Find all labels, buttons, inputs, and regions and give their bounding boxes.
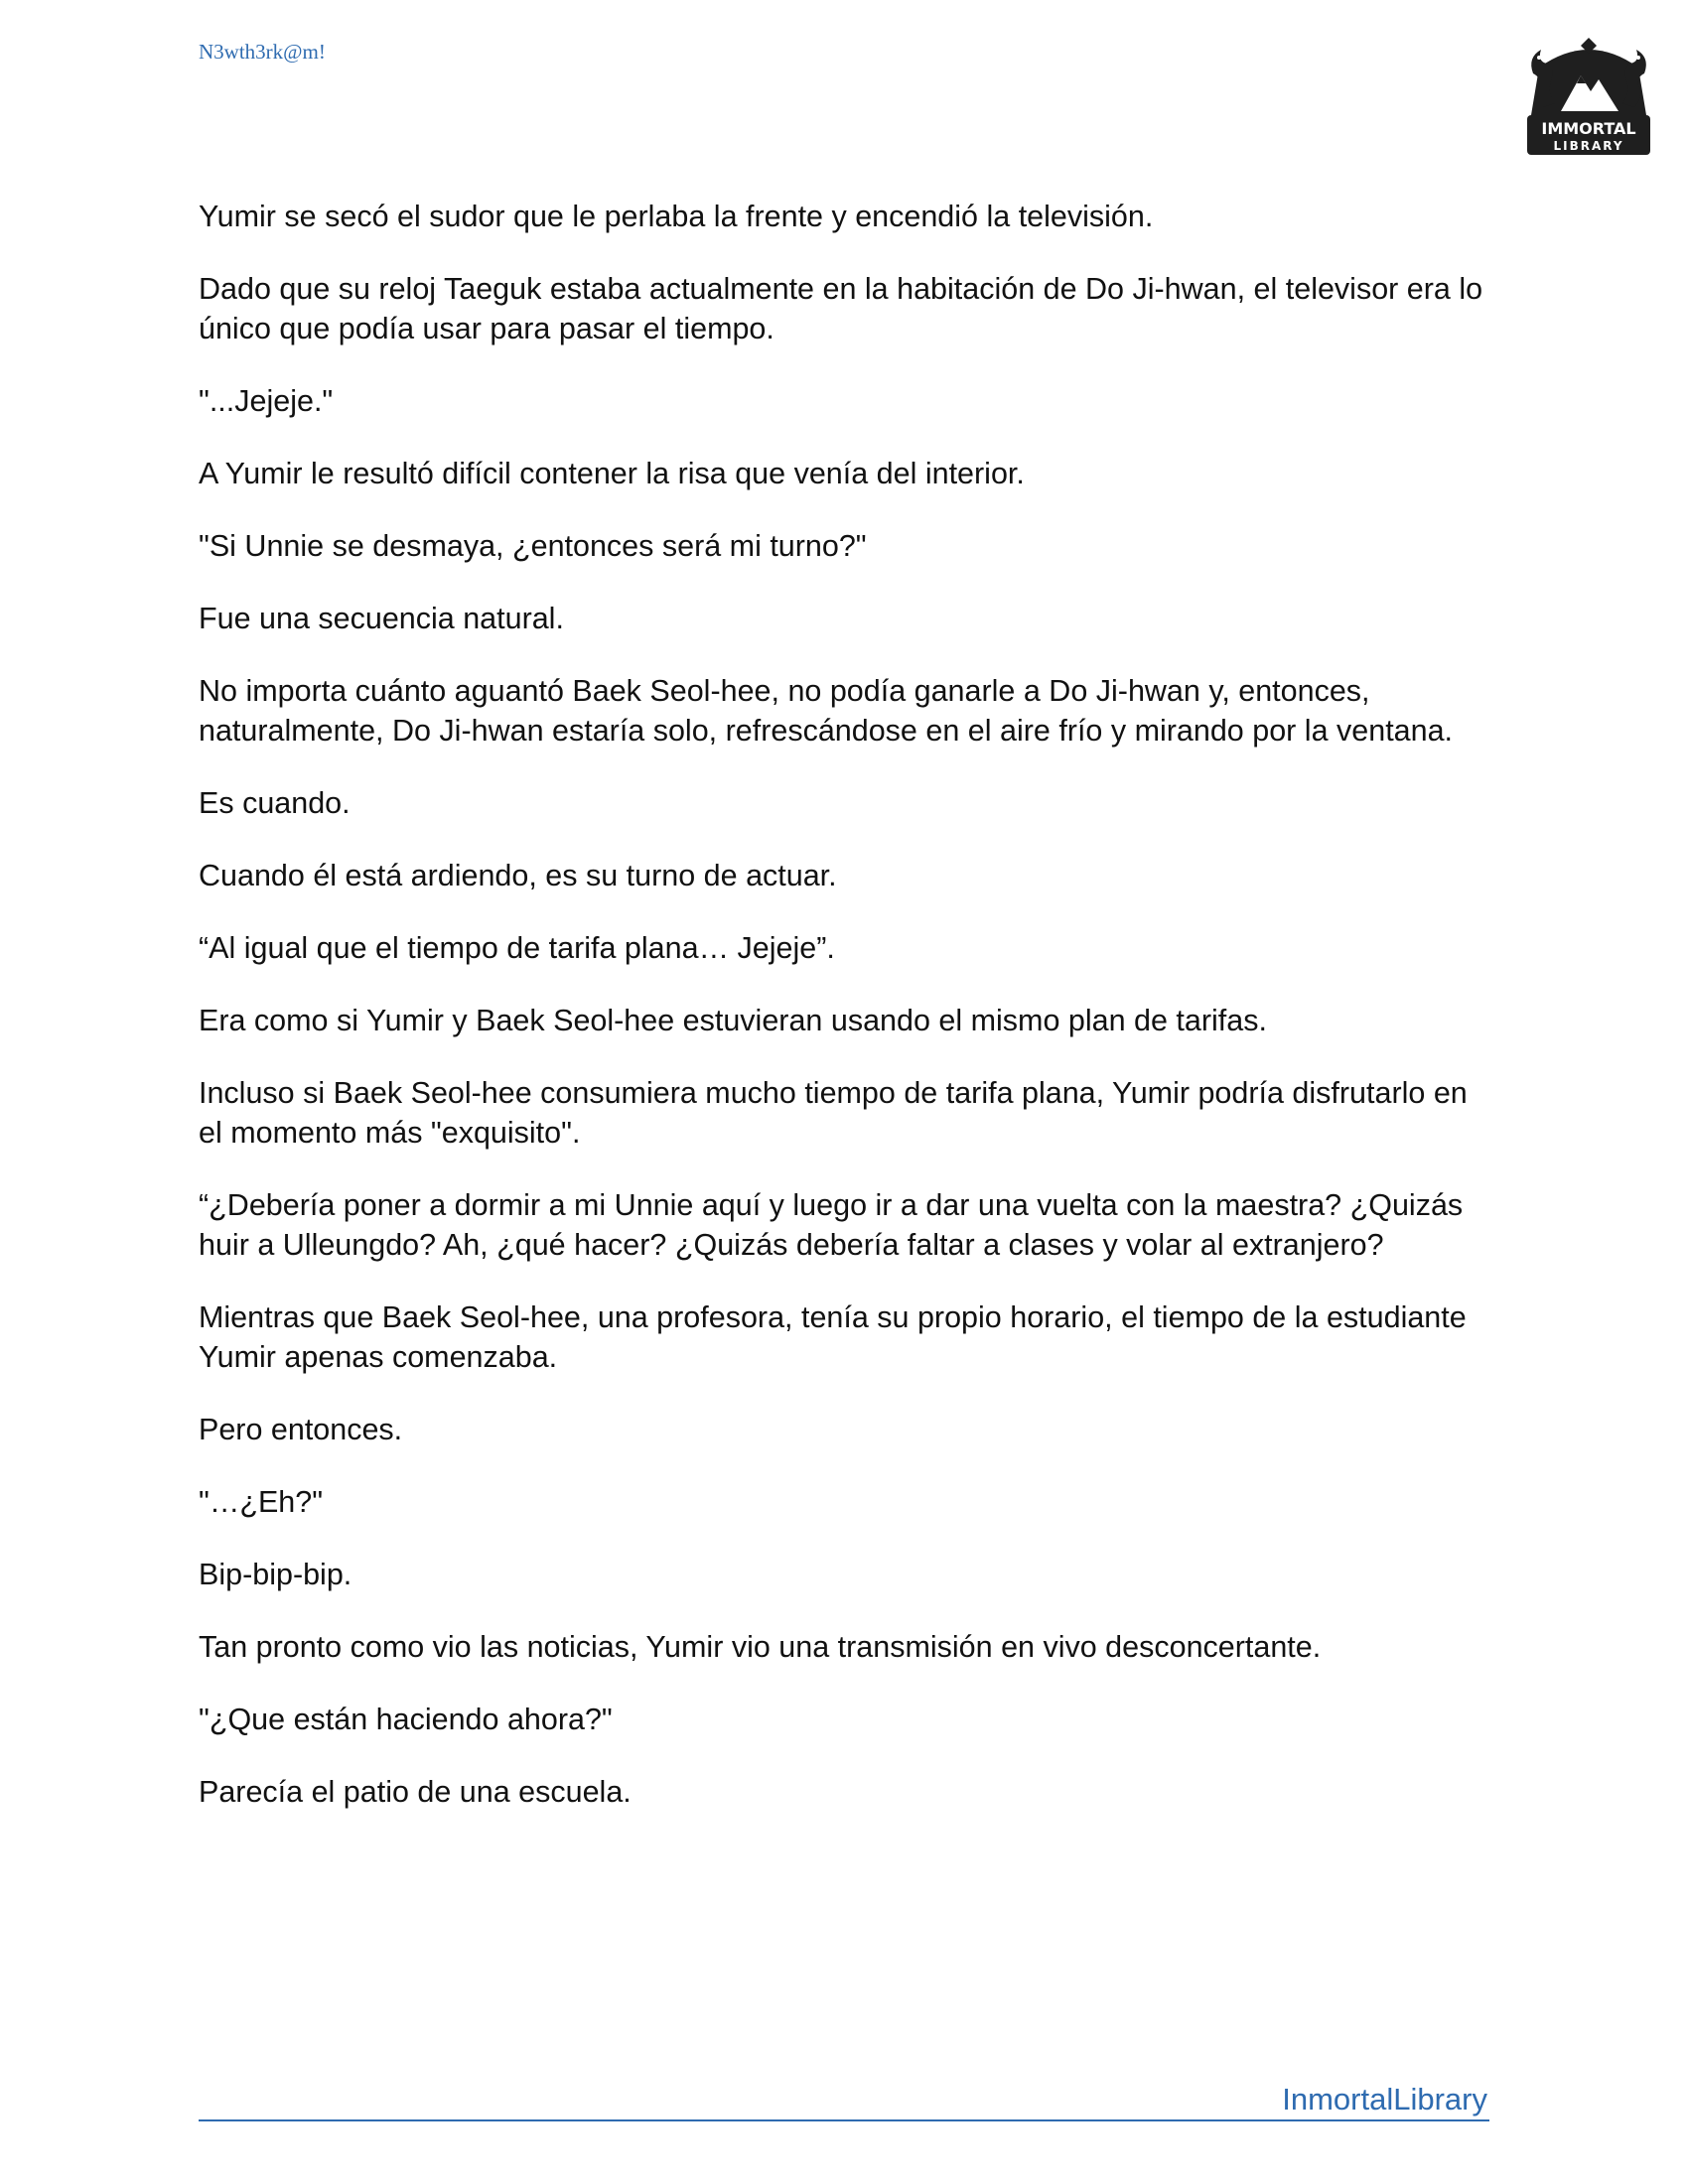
- paragraph: Pero entonces.: [199, 1413, 403, 1446]
- immortal-library-logo: [1519, 38, 1658, 159]
- paragraph: Era como si Yumir y Baek Seol-hee estuvieran usando el mismo plan de tarifas.: [199, 1004, 1267, 1037]
- paragraph: Tan pronto como vio las noticias, Yumir vio una transmisión en vivo desconcertante.: [199, 1630, 1322, 1664]
- paragraph: "...Jejeje.": [199, 384, 334, 418]
- footer: [199, 2082, 1489, 2121]
- paragraph: Cuando él está ardiendo, es su turno de actuar.: [199, 859, 837, 892]
- logo-line2: LIBRARY: [1553, 139, 1624, 153]
- logo-line1: IMMORTAL: [1541, 119, 1636, 138]
- paragraph: "¿Que están haciendo ahora?": [199, 1703, 613, 1736]
- paragraph: No importa cuánto aguantó Baek Seol-hee, no podía ganarle a Do Ji-hwan y, entonces, naturalmente, Do Ji-hwan estaría solo, refrescándose en el aire frío y mirando por la ventana.: [199, 674, 1454, 748]
- footer-inmortal-library-link[interactable]: InmortalLibrary: [1282, 2082, 1487, 2116]
- paragraph: Mientras que Baek Seol-hee, una profesora, tenía su propio horario, el tiempo de la estudiante Yumir apenas comenzaba.: [199, 1300, 1467, 1374]
- paragraph: Es cuando.: [199, 786, 351, 820]
- paragraph: Fue una secuencia natural.: [199, 602, 564, 635]
- paragraph: Bip-bip-bip.: [199, 1558, 352, 1591]
- paragraph: Parecía el patio de una escuela.: [199, 1775, 632, 1809]
- paragraph: “¿Debería poner a dormir a mi Unnie aquí y luego ir a dar una vuelta con la maestra? ¿Quizás huir a Ulleungdo? Ah, ¿qué hacer? ¿Quizás debería faltar a clases y volar al extranjero?: [199, 1188, 1464, 1262]
- paragraph: A Yumir le resultó difícil contener la risa que venía del interior.: [199, 457, 1025, 490]
- paragraph: Incluso si Baek Seol-hee consumiera mucho tiempo de tarifa plana, Yumir podría disfrutarlo en el momento más "exquisito".: [199, 1076, 1468, 1150]
- watermark-text: N3wth3rk@m!: [199, 40, 326, 64]
- paragraph: Dado que su reloj Taeguk estaba actualmente en la habitación de Do Ji-hwan, el televisor era lo único que podía usar para pasar el tiempo.: [199, 272, 1483, 345]
- document-body: [199, 197, 1489, 1844]
- paragraph: "…¿Eh?": [199, 1485, 324, 1519]
- immortal-library-dragon-crest-icon: [1519, 38, 1658, 159]
- paragraph: "Si Unnie se desmaya, ¿entonces será mi turno?": [199, 529, 867, 563]
- paragraph: “Al igual que el tiempo de tarifa plana… Jejeje”.: [199, 931, 835, 965]
- paragraph: Yumir se secó el sudor que le perlaba la frente y encendió la televisión.: [199, 200, 1154, 233]
